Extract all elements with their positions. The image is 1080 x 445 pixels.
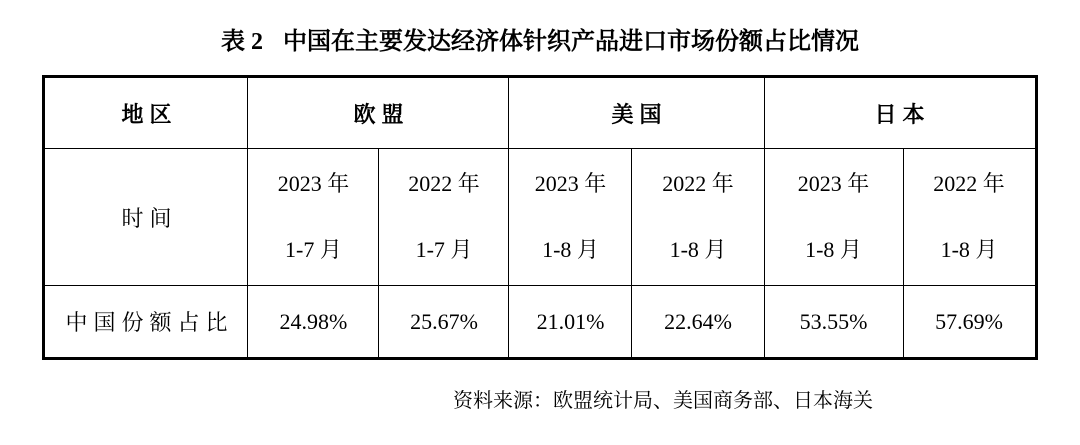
share-row-label: 中国份额占比 xyxy=(44,286,248,359)
period-months: 1-8 月 xyxy=(805,237,862,262)
period-year: 2022 年 xyxy=(408,171,480,196)
table-title: 中国在主要发达经济体针织产品进口市场份额占比情况 xyxy=(283,29,859,55)
table-number: 表 2 xyxy=(221,29,263,55)
share-value-eu-2023: 24.98% xyxy=(248,286,379,359)
period-cell-usa-2023 xyxy=(509,149,632,286)
region-header-row xyxy=(44,77,1036,149)
period-year: 2022 年 xyxy=(662,171,734,196)
period-months: 1-7 月 xyxy=(285,237,342,262)
period-cell-usa-2022 xyxy=(632,149,764,286)
period-cell-eu-2022 xyxy=(379,149,509,286)
period-cell-japan-2023 xyxy=(764,149,903,286)
share-value-japan-2023: 53.55% xyxy=(764,286,903,359)
share-value-usa-2023: 21.01% xyxy=(509,286,632,359)
region-header-eu: 欧盟 xyxy=(248,77,509,149)
table-caption xyxy=(0,0,1080,58)
period-months: 1-8 月 xyxy=(542,237,599,262)
source-note: 资料来源：欧盟统计局、美国商务部、日本海关 xyxy=(453,390,873,412)
period-months: 1-8 月 xyxy=(669,237,727,262)
region-header-japan: 日本 xyxy=(764,77,1036,149)
period-year: 2023 年 xyxy=(534,171,607,196)
share-value-row xyxy=(44,286,1036,359)
period-cell-japan-2022 xyxy=(903,149,1036,286)
import-share-table xyxy=(42,75,1037,360)
period-cell-content xyxy=(904,149,1035,285)
share-value-usa-2022: 22.64% xyxy=(632,286,764,359)
period-year: 2023 年 xyxy=(797,171,870,196)
region-header-usa: 美国 xyxy=(509,77,764,149)
period-cell-content xyxy=(632,149,763,285)
share-value-japan-2022: 57.69% xyxy=(903,286,1036,359)
period-cell-content xyxy=(379,149,508,285)
period-year: 2023 年 xyxy=(277,171,350,196)
period-cell-content xyxy=(509,149,631,285)
period-cell-eu-2023 xyxy=(248,149,379,286)
period-year: 2022 年 xyxy=(933,171,1005,196)
share-value-eu-2022: 25.67% xyxy=(379,286,509,359)
time-row-label: 时间 xyxy=(44,149,248,286)
time-period-row xyxy=(44,149,1036,286)
period-months: 1-8 月 xyxy=(940,237,998,262)
period-cell-content xyxy=(248,149,378,285)
period-cell-content xyxy=(765,149,903,285)
period-months: 1-7 月 xyxy=(415,237,473,262)
corner-cell-region: 地区 xyxy=(44,77,248,149)
